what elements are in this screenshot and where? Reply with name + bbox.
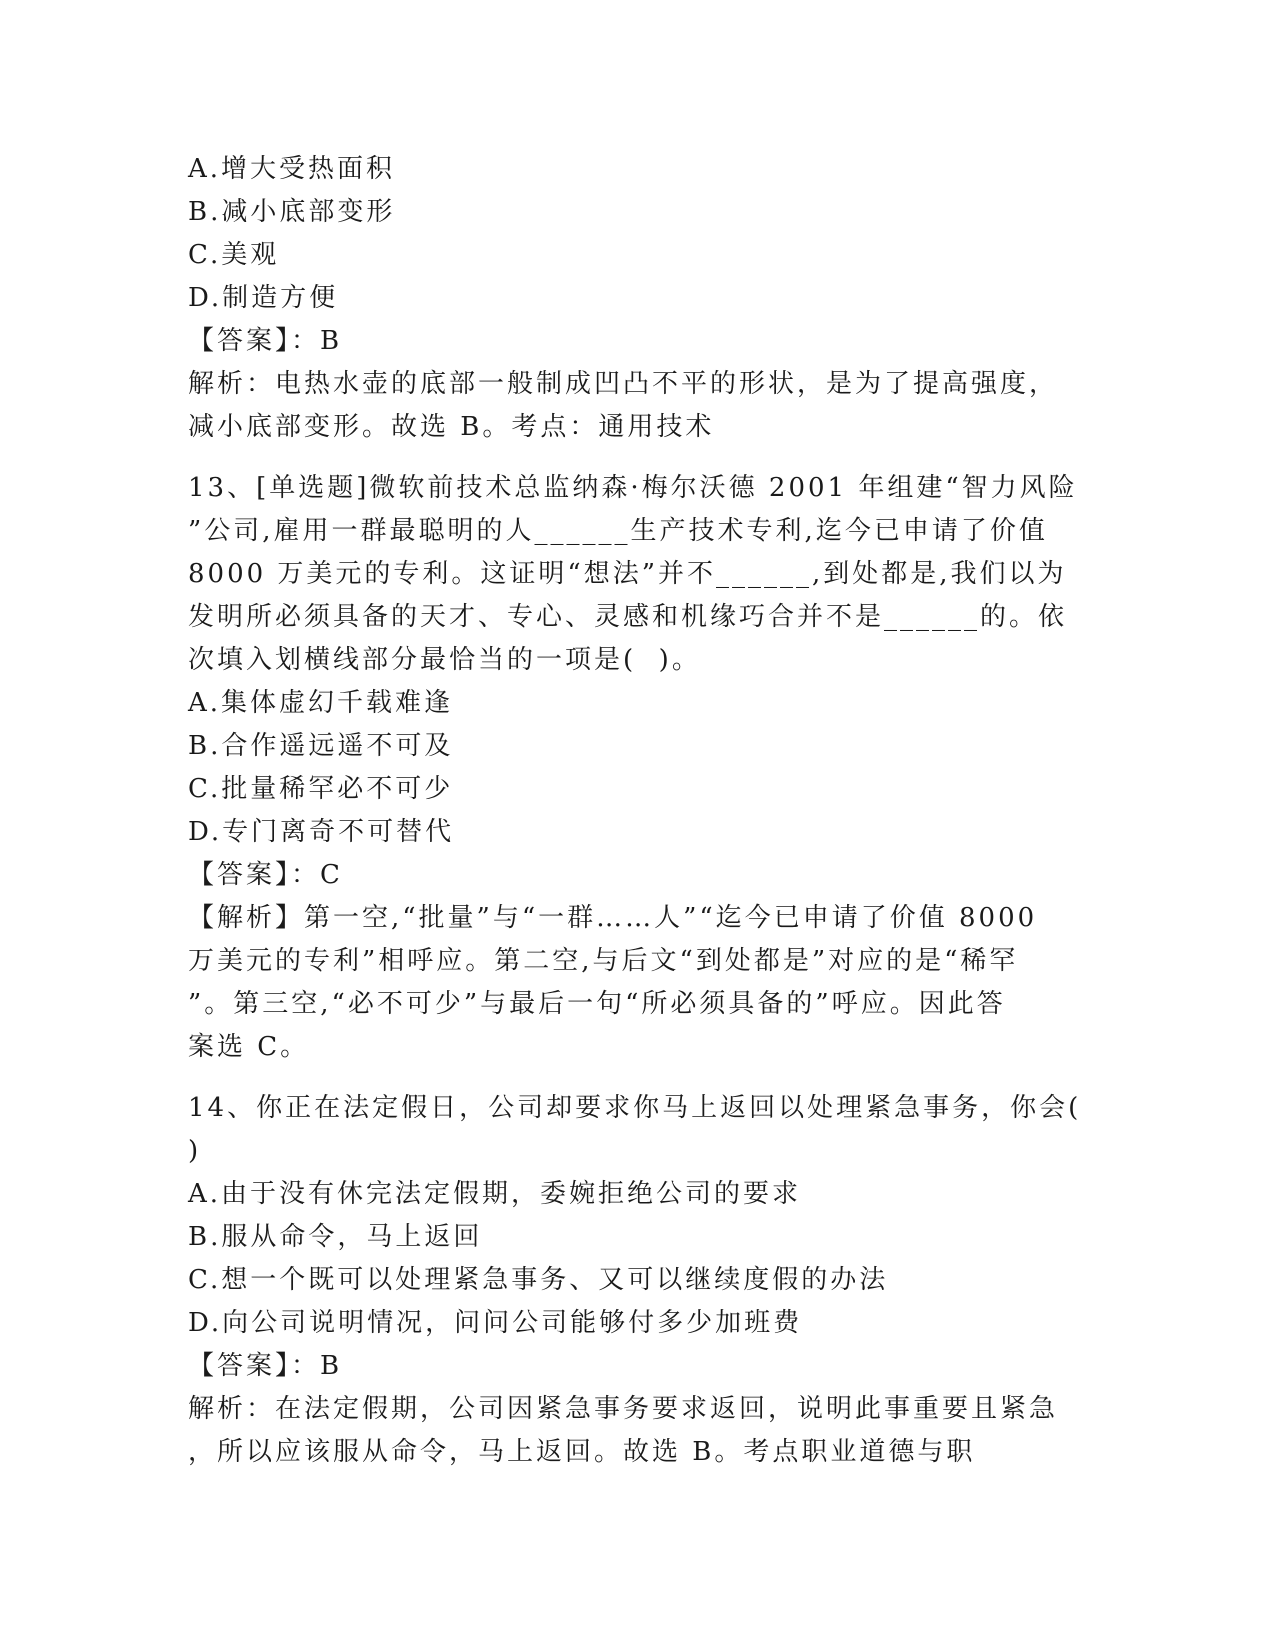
option-d: D.向公司说明情况，问问公司能够付多少加班费 [188, 1308, 803, 1338]
spacer [188, 1069, 1088, 1087]
answer-line: 【答案】：B [188, 326, 343, 356]
option-c: C.想一个既可以处理紧急事务、又可以继续度假的办法 [188, 1265, 889, 1295]
question-14-block [188, 1087, 1088, 1474]
option-d: D.制造方便 [188, 283, 339, 313]
option-d: D.专门离奇不可替代 [188, 817, 455, 847]
analysis-line: ，所以应该服从命令，马上返回。故选 B。考点职业道德与职 [188, 1437, 976, 1467]
question-12-block [188, 148, 1088, 449]
analysis-line: ”。第三空,“必不可少”与最后一句“所必须具备的”呼应。因此答 [188, 989, 1006, 1019]
option-b: B.减小底部变形 [188, 197, 396, 227]
analysis-line: 【解析】第一空,“批量”与“一群……人”“迄今已申请了价值 8000 [188, 903, 1038, 933]
question-stem-line: 14、你正在法定假日，公司却要求你马上返回以处理紧急事务，你会( [188, 1093, 1082, 1123]
option-b: B.合作遥远遥不可及 [188, 731, 454, 761]
option-c: C.美观 [188, 240, 280, 270]
option-a: A.集体虚幻千载难逢 [188, 688, 454, 718]
document-body [188, 148, 1088, 1474]
option-c: C.批量稀罕必不可少 [188, 774, 454, 804]
analysis-line: 解析：在法定假期，公司因紧急事务要求返回，说明此事重要且紧急 [188, 1394, 1059, 1424]
answer-line: 【答案】：C [188, 860, 343, 890]
question-stem-line: 13、[单选题]微软前技术总监纳森·梅尔沃德 2001 年组建“智力风险 [188, 473, 1078, 503]
option-b: B.服从命令，马上返回 [188, 1222, 483, 1252]
analysis-line: 减小底部变形。故选 B。考点：通用技术 [188, 412, 715, 442]
question-stem-line: 发明所必须具备的天才、专心、灵感和机缘巧合并不是______的。依 [188, 602, 1068, 632]
question-stem-line: 次填入划横线部分最恰当的一项是( )。 [188, 645, 701, 675]
analysis-line: 万美元的专利”相呼应。第二空,与后文“到处都是”对应的是“稀罕 [188, 946, 1019, 976]
question-stem-line: 8000 万美元的专利。这证明“想法”并不______,到处都是,我们以为 [188, 559, 1067, 589]
question-13-block [188, 467, 1088, 1069]
question-stem-line: ) [188, 1136, 202, 1166]
answer-line: 【答案】：B [188, 1351, 343, 1381]
spacer [188, 449, 1088, 467]
analysis-line: 案选 C。 [188, 1032, 310, 1062]
option-a: A.由于没有休完法定假期，委婉拒绝公司的要求 [188, 1179, 802, 1209]
analysis-line: 解析：电热水壶的底部一般制成凹凸不平的形状，是为了提高强度， [188, 369, 1059, 399]
question-stem-line: ”公司,雇用一群最聪明的人______生产技术专利,迄今已申请了价值 [188, 516, 1048, 546]
option-a: A.增大受热面积 [188, 154, 396, 184]
